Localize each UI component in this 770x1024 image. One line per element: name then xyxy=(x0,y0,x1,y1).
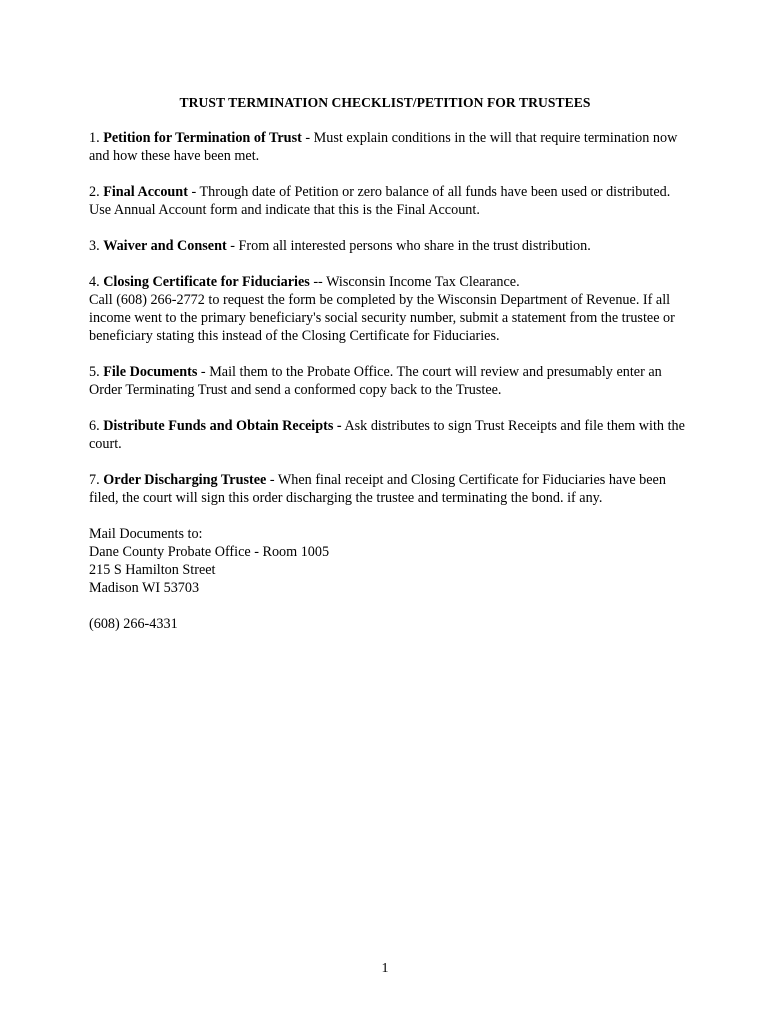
checklist-item-1 xyxy=(89,129,689,165)
checklist-item-4 xyxy=(89,273,689,345)
item-text: - Mail them to the Probate Office. The court will review and presumably enter an Order Terminating Trust and send a conformed copy back to the Trustee. xyxy=(89,364,662,398)
item-heading: Waiver and Consent xyxy=(103,238,227,254)
document-title: TRUST TERMINATION CHECKLIST/PETITION FOR TRUSTEES xyxy=(179,95,591,110)
item-number: 2. xyxy=(89,184,100,200)
item-text: - When final receipt and Closing Certificate for Fiduciaries have been filed, the court will sign this order discharging the trustee and terminating the bond. if any. xyxy=(89,472,666,506)
item-number: 7. xyxy=(89,472,100,488)
mail-city: Madison WI 53703 xyxy=(89,580,200,596)
item-number: 6. xyxy=(89,418,100,434)
page-number: 1 xyxy=(381,961,389,976)
checklist-item-3 xyxy=(89,237,689,255)
item-number: 1. xyxy=(89,130,100,146)
item-text: -- Wisconsin Income Tax Clearance. xyxy=(309,274,520,290)
phone-number: (608) 266-4331 xyxy=(89,616,178,632)
item-text: - Must explain conditions in the will that require termination now and how these have been met. xyxy=(89,130,678,164)
item-heading: Petition for Termination of Trust xyxy=(103,130,302,146)
item-extra-text: Call (608) 266-2772 to request the form be completed by the Wisconsin Department of Revenue. If all income went to the primary beneficiary's social security number, submit a statement from the trustee or beneficiary stating this instead of the Closing Certificate for Fiduciaries. xyxy=(89,292,675,344)
item-heading: Distribute Funds and Obtain Receipts - xyxy=(103,418,342,434)
item-number: 4. xyxy=(89,274,100,290)
item-heading: Final Account xyxy=(103,184,188,200)
item-heading: Closing Certificate for Fiduciaries xyxy=(103,274,310,290)
mailing-address-block xyxy=(89,525,689,597)
mail-office: Dane County Probate Office - Room 1005 xyxy=(89,544,330,560)
mail-street: 215 S Hamilton Street xyxy=(89,562,216,578)
item-text: Ask distributes to sign Trust Receipts and file them with the court. xyxy=(89,418,685,452)
item-number: 3. xyxy=(89,238,100,254)
mail-label: Mail Documents to: xyxy=(89,526,203,542)
checklist-item-2 xyxy=(89,183,689,219)
item-text: - From all interested persons who share in the trust distribution. xyxy=(226,238,591,254)
item-text: - Through date of Petition or zero balance of all funds have been used or distributed. Use Annual Account form and indicate that this is the Final Account. xyxy=(89,184,671,218)
checklist-item-7 xyxy=(89,471,689,507)
checklist-item-6 xyxy=(89,417,689,453)
item-number: 5. xyxy=(89,364,100,380)
item-heading: File Documents xyxy=(103,364,198,380)
checklist-item-5 xyxy=(89,363,689,399)
document-body xyxy=(89,129,689,651)
item-heading: Order Discharging Trustee xyxy=(103,472,267,488)
